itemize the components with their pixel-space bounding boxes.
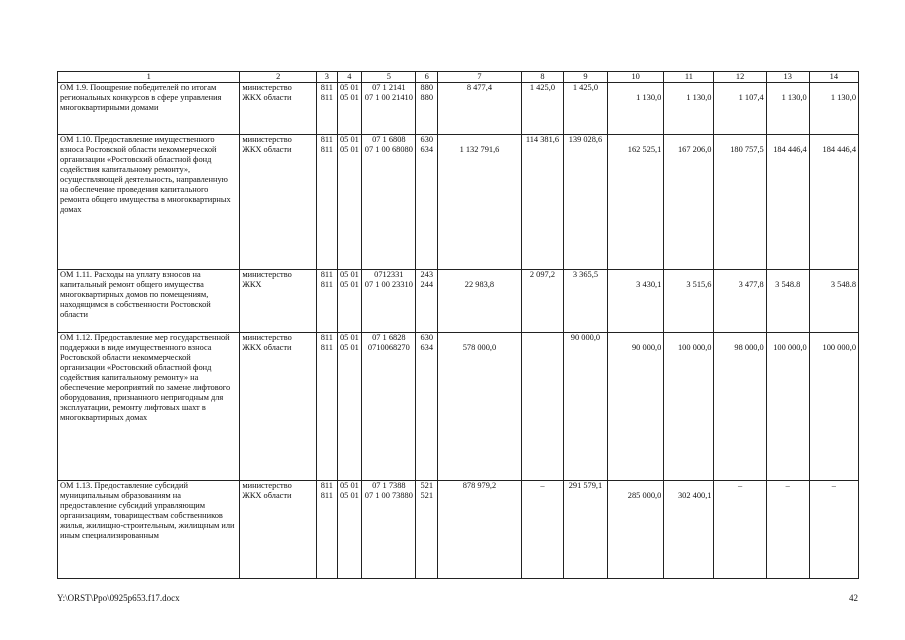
grbs-code bbox=[317, 83, 337, 135]
amount-text: 22 983,8 bbox=[464, 280, 495, 289]
year-amount bbox=[714, 333, 766, 481]
year-amount: – bbox=[521, 481, 563, 579]
amount-text: 3 430,1 bbox=[636, 280, 662, 289]
amount-text: 100 000,0 bbox=[773, 343, 807, 352]
header-cell: 1 bbox=[58, 72, 240, 83]
vr-code bbox=[416, 135, 438, 270]
responsible-executor bbox=[240, 333, 317, 481]
executor-line: министерство bbox=[242, 270, 292, 279]
year-amount: – bbox=[809, 481, 858, 579]
code-line: 244 bbox=[420, 280, 433, 289]
header-cell: 11 bbox=[664, 72, 714, 83]
budget-table bbox=[57, 71, 859, 579]
year-amount bbox=[714, 135, 766, 270]
csr-code bbox=[362, 135, 416, 270]
amount-text: 1 132 791,6 bbox=[459, 145, 500, 154]
amount-text: 302 400,1 bbox=[677, 491, 712, 500]
amount-text: 184 446,4 bbox=[773, 145, 807, 154]
amount-text: 162 525,1 bbox=[627, 145, 662, 154]
amount-text: 1 130,0 bbox=[781, 93, 807, 102]
year-amount bbox=[664, 135, 714, 270]
header-cell: 9 bbox=[563, 72, 607, 83]
header-cell: 8 bbox=[521, 72, 563, 83]
year-amount bbox=[766, 83, 809, 135]
code-line: 811 bbox=[320, 135, 333, 144]
responsible-executor bbox=[240, 135, 317, 270]
measure-description: ОМ 1.11. Расходы на уплату взносов на капитальный ремонт общего имущества многоквартирных домов по помещениям, находящимся в собственности Ростовской области bbox=[58, 270, 240, 333]
total-amount: 8 477,4 bbox=[437, 83, 521, 135]
code-line: 05 01 bbox=[339, 270, 359, 279]
vr-code bbox=[416, 270, 438, 333]
year-amount: 1 425,0 bbox=[521, 83, 563, 135]
executor-line: ЖКХ bbox=[242, 280, 262, 289]
responsible-executor bbox=[240, 83, 317, 135]
amount-text: 1 130,0 bbox=[830, 93, 856, 102]
year-amount bbox=[664, 83, 714, 135]
year-amount: 90 000,0 bbox=[563, 333, 607, 481]
table-row bbox=[58, 270, 859, 333]
measure-description: ОМ 1.13. Предоставление субсидий муниципальным образованиям на предоставление субсидий управляющим организациям, товариществам собственников жилья, жилищно-строительным, жилищным или иным специализированным bbox=[58, 481, 240, 579]
header-cell: 10 bbox=[607, 72, 663, 83]
header-row bbox=[58, 72, 859, 83]
code-line: 07 1 00 23310 bbox=[364, 280, 413, 289]
code-line: 811 bbox=[320, 145, 333, 154]
rzpr-code bbox=[337, 333, 362, 481]
executor-line: министерство bbox=[242, 83, 292, 92]
year-amount: 1 425,0 bbox=[563, 83, 607, 135]
executor-line: министерство bbox=[242, 481, 292, 490]
year-amount: – bbox=[766, 481, 809, 579]
executor-line: министерство bbox=[242, 135, 292, 144]
year-amount bbox=[664, 270, 714, 333]
amount-text: 100 000,0 bbox=[677, 343, 712, 352]
vr-code bbox=[416, 481, 438, 579]
year-amount bbox=[607, 135, 663, 270]
code-line: 07 1 6808 bbox=[372, 135, 406, 144]
amount-text: 3 548.8 bbox=[830, 280, 856, 289]
table-row bbox=[58, 481, 859, 579]
amount-text: 90 000,0 bbox=[631, 343, 662, 352]
code-line: 634 bbox=[420, 343, 433, 352]
code-line: 880 bbox=[420, 83, 433, 92]
code-line: 880 bbox=[420, 93, 433, 102]
vr-code bbox=[416, 83, 438, 135]
csr-code bbox=[362, 270, 416, 333]
code-line: 05 01 bbox=[339, 280, 359, 289]
year-amount: 2 097,2 bbox=[521, 270, 563, 333]
table-row bbox=[58, 333, 859, 481]
code-line: 811 bbox=[320, 83, 333, 92]
code-line: 521 bbox=[420, 491, 433, 500]
header-cell: 7 bbox=[437, 72, 521, 83]
year-amount bbox=[607, 270, 663, 333]
year-amount bbox=[664, 333, 714, 481]
grbs-code bbox=[317, 135, 337, 270]
code-line: 521 bbox=[420, 481, 433, 490]
code-line: 05 01 bbox=[339, 481, 359, 490]
code-line: 811 bbox=[320, 280, 333, 289]
vr-code bbox=[416, 333, 438, 481]
year-amount bbox=[766, 270, 809, 333]
year-amount bbox=[809, 83, 858, 135]
code-line: 811 bbox=[320, 481, 333, 490]
year-amount: – bbox=[714, 481, 766, 579]
total-amount bbox=[437, 333, 521, 481]
code-line: 07 1 6828 bbox=[372, 333, 406, 342]
code-line: 07 1 2141 bbox=[372, 83, 406, 92]
code-line: 07 1 00 73880 bbox=[364, 491, 413, 500]
code-line: 07 1 00 21410 bbox=[364, 93, 413, 102]
total-amount: 878 979,2 bbox=[437, 481, 521, 579]
total-amount bbox=[437, 270, 521, 333]
code-line: 05 01 bbox=[339, 343, 359, 352]
year-amount bbox=[809, 270, 858, 333]
header-cell: 12 bbox=[714, 72, 766, 83]
code-line: 243 bbox=[420, 270, 433, 279]
header-cell: 14 bbox=[809, 72, 858, 83]
responsible-executor bbox=[240, 481, 317, 579]
csr-code bbox=[362, 481, 416, 579]
year-amount bbox=[809, 333, 858, 481]
year-amount bbox=[714, 270, 766, 333]
code-line: 811 bbox=[320, 270, 333, 279]
grbs-code bbox=[317, 481, 337, 579]
amount-text: 100 000,0 bbox=[822, 343, 856, 352]
code-line: 0710068270 bbox=[367, 343, 410, 352]
amount-text: 3 477,8 bbox=[738, 280, 764, 289]
code-line: 07 1 00 68080 bbox=[364, 145, 413, 154]
header-cell: 2 bbox=[240, 72, 317, 83]
code-line: 811 bbox=[320, 93, 333, 102]
code-line: 811 bbox=[320, 491, 333, 500]
header-cell: 6 bbox=[416, 72, 438, 83]
amount-text: 285 000,0 bbox=[627, 491, 662, 500]
code-line: 811 bbox=[320, 343, 333, 352]
code-line: 630 bbox=[420, 135, 433, 144]
amount-text: 578 000,0 bbox=[462, 343, 497, 352]
year-amount bbox=[607, 333, 663, 481]
grbs-code bbox=[317, 333, 337, 481]
header-cell: 5 bbox=[362, 72, 416, 83]
year-amount: 139 028,6 bbox=[563, 135, 607, 270]
executor-line: ЖКХ области bbox=[242, 491, 292, 500]
amount-text: 180 757,5 bbox=[730, 145, 764, 154]
code-line: 07 1 7388 bbox=[372, 481, 406, 490]
year-amount: 114 381,6 bbox=[521, 135, 563, 270]
year-amount bbox=[809, 135, 858, 270]
header-cell: 4 bbox=[337, 72, 362, 83]
year-amount bbox=[714, 83, 766, 135]
amount-text: 1 130,0 bbox=[636, 93, 662, 102]
table-row bbox=[58, 135, 859, 270]
code-line: 630 bbox=[420, 333, 433, 342]
rzpr-code bbox=[337, 481, 362, 579]
executor-line: ЖКХ области bbox=[242, 93, 292, 102]
measure-description: ОМ 1.12. Предоставление мер государственной поддержки в виде имущественного взноса Ростовской области некоммерческой организации «Ростовский областной фонд содействия капитальному ремонту» на обеспечение мероприятий по замене лифтового оборудования, признанного непригодным для эксплуатации, ремонту лифтовых шахт в многоквартирных домах bbox=[58, 333, 240, 481]
amount-text: 98 000,0 bbox=[734, 343, 764, 352]
amount-text: 3 515,6 bbox=[686, 280, 712, 289]
code-line: 811 bbox=[320, 333, 333, 342]
year-amount bbox=[766, 135, 809, 270]
csr-code bbox=[362, 83, 416, 135]
amount-text: 1 107,4 bbox=[738, 93, 764, 102]
year-amount bbox=[521, 333, 563, 481]
amount-text: 3 548.8 bbox=[775, 280, 801, 289]
measure-description: ОМ 1.9. Поощрение победителей по итогам региональных конкурсов в сфере управления многоквартирными домами bbox=[58, 83, 240, 135]
code-line: 05 01 bbox=[339, 491, 359, 500]
code-line: 05 01 bbox=[339, 333, 359, 342]
grbs-code bbox=[317, 270, 337, 333]
page-number: 42 bbox=[849, 593, 858, 603]
csr-code bbox=[362, 333, 416, 481]
year-amount bbox=[766, 333, 809, 481]
amount-text: 184 446,4 bbox=[822, 145, 856, 154]
responsible-executor bbox=[240, 270, 317, 333]
header-cell: 13 bbox=[766, 72, 809, 83]
executor-line: ЖКХ области bbox=[242, 145, 292, 154]
year-amount: 3 365,5 bbox=[563, 270, 607, 333]
amount-text: 1 130,0 bbox=[686, 93, 712, 102]
table-row bbox=[58, 83, 859, 135]
rzpr-code bbox=[337, 270, 362, 333]
code-line: 05 01 bbox=[339, 83, 359, 92]
code-line: 0712331 bbox=[374, 270, 404, 279]
header-cell: 3 bbox=[317, 72, 337, 83]
code-line: 634 bbox=[420, 145, 433, 154]
year-amount bbox=[607, 481, 663, 579]
measure-description: ОМ 1.10. Предоставление имущественного взноса Ростовской области некоммерческой организации «Ростовский областной фонд содействия капитальному ремонту», осуществляющей деятельность, направленную на обеспечение проведения капитального ремонта общего имущества в многоквартирных домах bbox=[58, 135, 240, 270]
amount-text: 167 206,0 bbox=[677, 145, 712, 154]
code-line: 05 01 bbox=[339, 135, 359, 144]
year-amount bbox=[664, 481, 714, 579]
year-amount: 291 579,1 bbox=[563, 481, 607, 579]
footer-file-path: Y:\ORST\Ppo\0925p653.f17.docx bbox=[57, 593, 180, 603]
rzpr-code bbox=[337, 135, 362, 270]
year-amount bbox=[607, 83, 663, 135]
code-line: 05 01 bbox=[339, 93, 359, 102]
executor-line: министерство bbox=[242, 333, 292, 342]
rzpr-code bbox=[337, 83, 362, 135]
code-line: 05 01 bbox=[339, 145, 359, 154]
total-amount bbox=[437, 135, 521, 270]
executor-line: ЖКХ области bbox=[242, 343, 292, 352]
